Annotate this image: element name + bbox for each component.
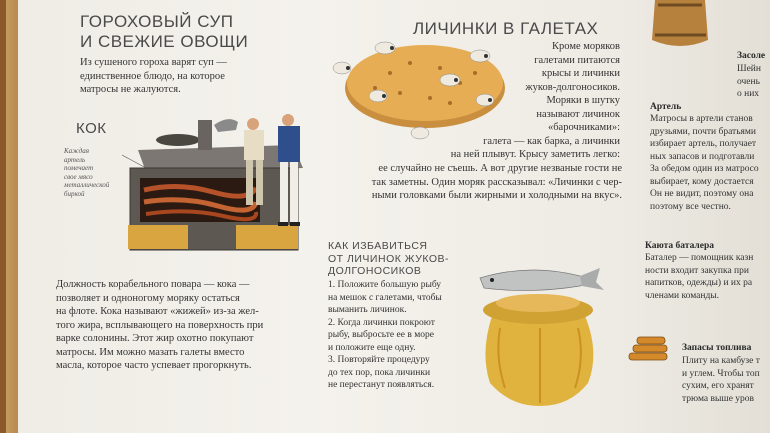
larvae-text-right: Кроме моряков галетами питаются крысы и личинки жуков-долгоносиков. Моряки в шутку называют личинок «барочниками»: галета — как барка, а личинки на ней плывут. Крысу заметить легко: — [450, 41, 620, 160]
salting-text: Шейн очень о них — [737, 64, 761, 99]
howto-title: КАК ИЗБАВИТЬСЯ ОТ ЛИЧИНОК ЖУКОВ- ДОЛГОНОСИКОВ — [328, 240, 450, 277]
cook-stove-illustration — [118, 110, 328, 260]
fuel-text: Плиту на камбузе т и углем. Чтобы топ сухим, его хранят трюма выше уров — [682, 356, 760, 404]
artel-heading: Артель — [650, 102, 682, 112]
kayuta-heading: Каюта баталера — [645, 241, 715, 251]
salting-heading: Засоле — [737, 51, 766, 61]
larvae-text-full: ее случайно не съешь. А вот другие незваные гости не так заметны. Один моряк рассказывал: «Личинки с чер- ными головками были жирными и холодными на вкус». — [371, 163, 622, 201]
cook-text: Должность корабельного повара — кока — позволяет и одноногому моряку остаться на флоте. Кока называют «жижей» из-за жел- того жира, всплывающего на поверхность при варке солонины. Этот жир охотно покупают матросы. Им можно мазать галеты вместо масла, которое часто успевает прогоркнуть. — [56, 279, 264, 371]
cook-title: КОК — [76, 120, 107, 137]
kayuta-text: Баталер — помощник казн ности входит закупка при напитков, одежды) и их ра членами команды. — [645, 253, 754, 301]
cook-caption: Каждая артель помечает свое мясо металлической биркой — [64, 147, 110, 198]
page-edge-dark — [0, 0, 6, 433]
firewood-icon — [625, 335, 673, 367]
larvae-title: ЛИЧИНКИ В ГАЛЕТАХ — [413, 19, 599, 38]
soup-text: Из сушеного гороха варят суп — единственное блюдо, на которое матросы не жалуются. — [80, 57, 227, 95]
barrel-illustration — [650, 0, 710, 55]
soup-title: ГОРОХОВЫЙ СУП И СВЕЖИЕ ОВОЩИ — [80, 12, 249, 51]
artel-text: Матросы в артели станов друзьями, почти братьями избирает артель, получает ных запасов и подготавли За обедом один из матросо выбирает, кому достается Он не видит, поэтому она поэтому все честно. — [650, 114, 759, 212]
howto-text: 1. Положите большую рыбу на мешок с галетами, чтобы выманить личинок. 2. Когда личинки покроют рыбу, выбросьте ее в море и положите еще одну. 3. Повторяйте процедуру до тех пор, пока личинки не перестанут появляться. — [328, 280, 442, 390]
fuel-heading: Запасы топлива — [682, 343, 752, 353]
biscuit-sack-illustration — [470, 258, 610, 408]
